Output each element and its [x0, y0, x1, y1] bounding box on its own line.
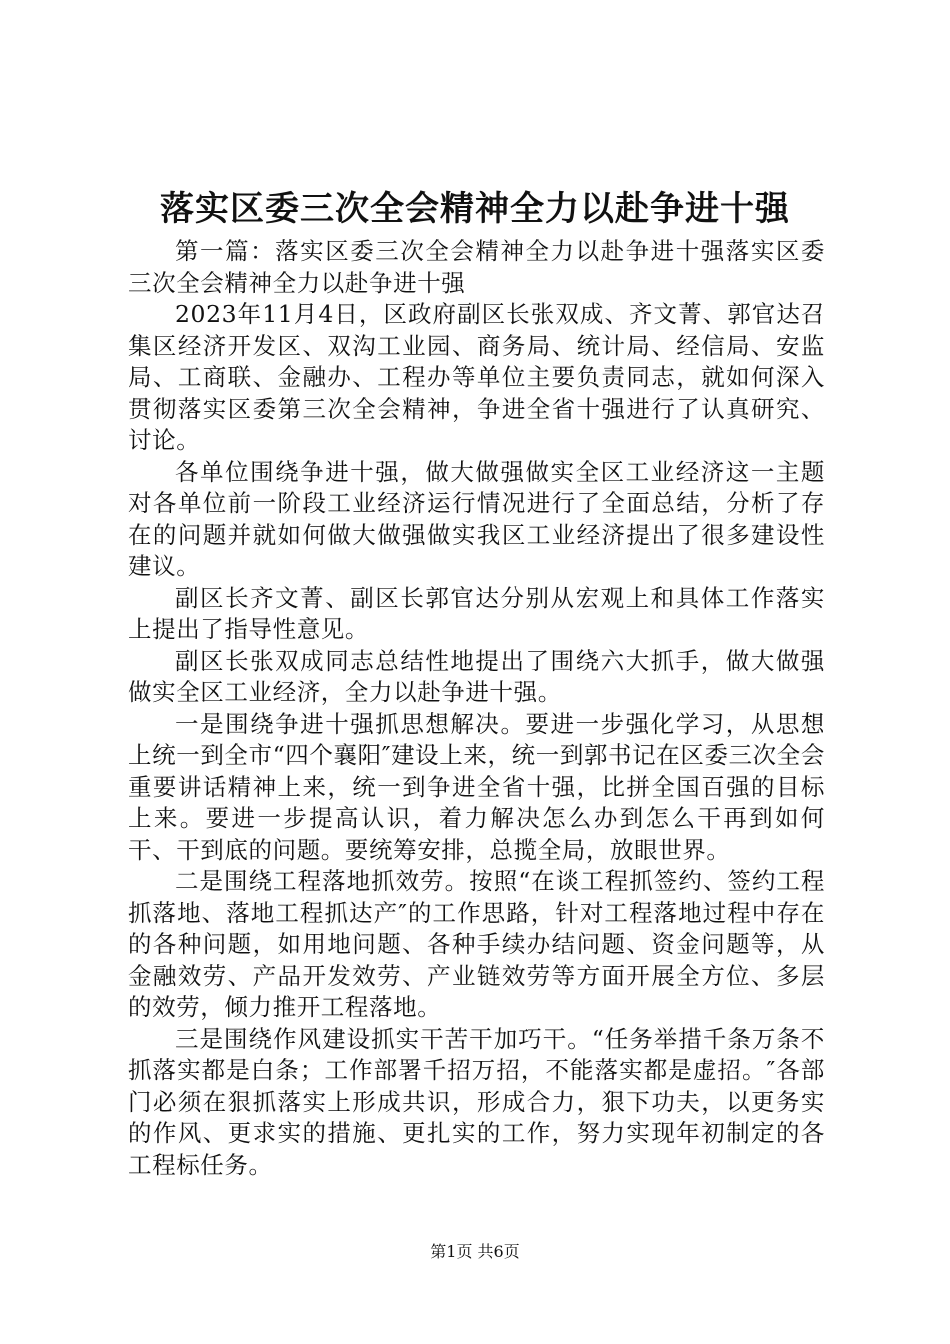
paragraph-2: 2023年11月4日，区政府副区长张双成、齐文菁、郭官达召集区经济开发区、双沟工业园、商务局、统计局、经信局、安监局、工商联、金融办、工程办等单位主要负责同志，就如何深入贯彻落实区委第三次全会精神，争进全省十强进行了认真研究、讨论。 — [128, 300, 825, 454]
paragraph-3: 各单位围绕争进十强，做大做强做实全区工业经济这一主题对各单位前一阶段工业经济运行情况进行了全面总结，分析了存在的问题并就如何做大做强做实我区工业经济提出了很多建设性建议。 — [128, 457, 825, 580]
document-body — [128, 236, 825, 1181]
paragraph-4: 副区长齐文菁、副区长郭官达分别从宏观上和具体工作落实上提出了指导性意见。 — [128, 583, 825, 643]
paragraph-1: 第一篇：落实区委三次全会精神全力以赴争进十强落实区委三次全会精神全力以赴争进十强 — [128, 237, 825, 297]
paragraph-6: 一是围绕争进十强抓思想解决。要进一步强化学习，从思想上统一到全市“四个襄阳″建设上来，统一到郭书记在区委三次全会重要讲话精神上来，统一到争进全省十强，比拼全国百强的目标上来。要进一步提高认识，着力解决怎么办到怎么干再到如何干、干到底的问题。要统筹安排，总揽全局，放眼世界。 — [128, 709, 825, 864]
document-title: 落实区委三次全会精神全力以赴争进十强 — [160, 189, 790, 229]
paragraph-8: 三是围绕作风建设抓实干苦干加巧干。“任务举措千条万条不抓落实都是白条；工作部署千招万招，不能落实都是虚招。″各部门必须在狠抓落实上形成共识，形成合力，狠下功夫，以更务实的作风、更求实的措施、更扎实的工作，努力实现年初制定的各工程标任务。 — [128, 1024, 825, 1179]
paragraph-5: 副区长张双成同志总结性地提出了围绕六大抓手，做大做强做实全区工业经济，全力以赴争进十强。 — [128, 646, 825, 706]
page-number-footer: 第1页 共6页 — [430, 1242, 520, 1261]
paragraph-7: 二是围绕工程落地抓效劳。按照“在谈工程抓签约、签约工程抓落地、落地工程抓达产″的工作思路，针对工程落地过程中存在的各种问题，如用地问题、各种手续办结问题、资金问题等，从金融效劳、产品开发效劳、产业链效劳等方面开展全方位、多层的效劳，倾力推开工程落地。 — [128, 867, 825, 1021]
